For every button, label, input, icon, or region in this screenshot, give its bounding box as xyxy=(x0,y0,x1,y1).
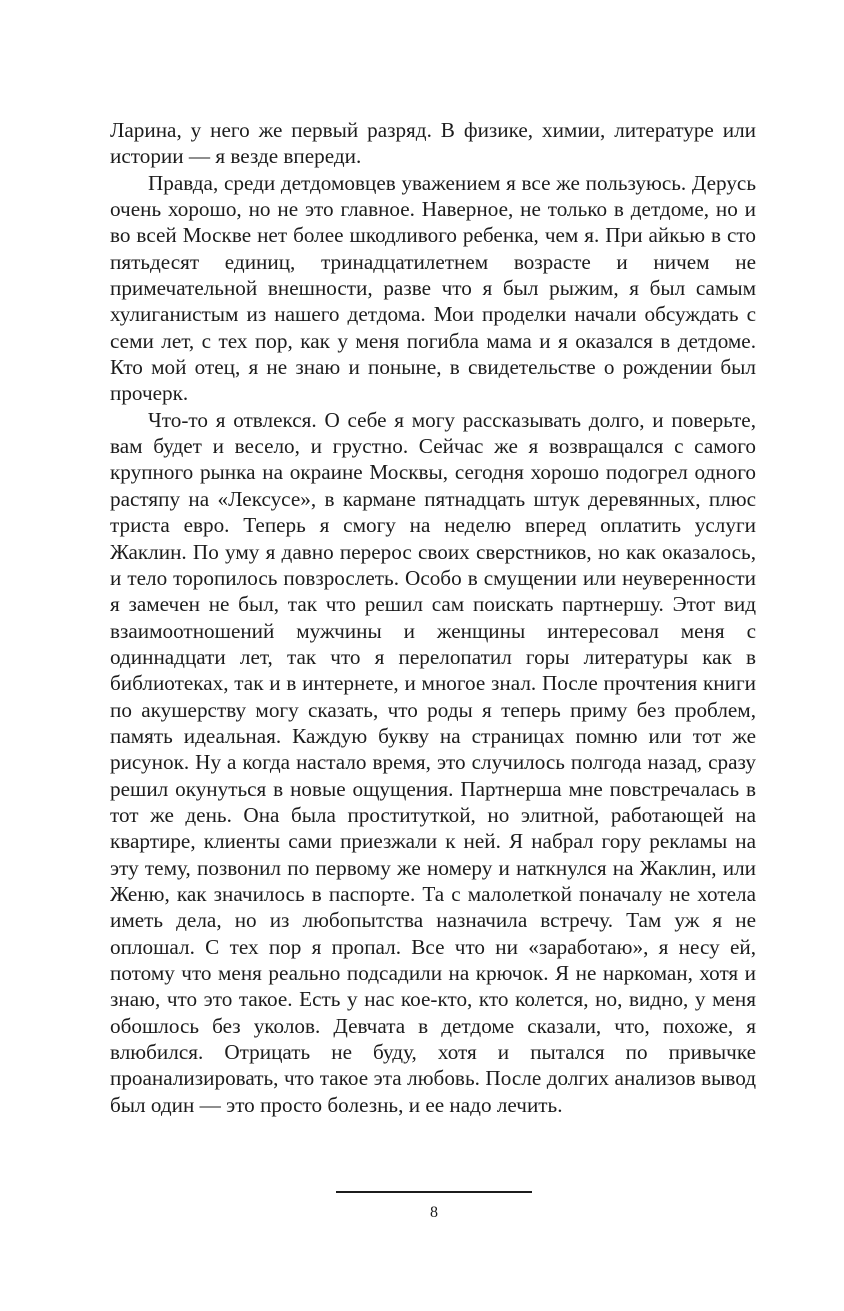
body-text xyxy=(110,117,756,1118)
page-number: 8 xyxy=(430,1204,438,1221)
paragraph-1: Ларина, у него же первый разряд. В физике, химии, литературе или истории — я везде впереди. xyxy=(110,118,756,169)
paragraph-2: Правда, среди детдомовцев уважением я все же пользуюсь. Дерусь очень хорошо, но не это главное. Наверное, не только в детдоме, но и во всей Москве нет более шкодливого ребенка, чем я. При айкью в сто пятьдесят единиц, тринадцатилетнем возрасте и ничем не примечательной внешности, разве что я был рыжим, я был самым хулиганистым из нашего детдома. Мои проделки начали обсуждать с семи лет, с тех пор, как у меня погибла мама и я оказался в детдоме. Кто мой отец, я не знаю и поныне, в свидетельстве о рождении был прочерк. xyxy=(110,170,756,406)
footer-rule xyxy=(336,1191,532,1193)
paragraph-3: Что-то я отвлекся. О себе я могу рассказывать долго, и поверьте, вам будет и весело, и грустно. Сейчас же я возвращался с самого крупного рынка на окраине Москвы, сегодня хорошо подогрел одного растяпу на «Лексусе», в кармане пятнадцать штук деревянных, плюс триста евро. Теперь я смогу на неделю вперед оплатить услуги Жаклин. По уму я давно перерос своих сверстников, но как оказалось, и тело торопилось повзрослеть. Особо в смущении или неуверенности я замечен не был, так что решил сам поискать партнершу. Этот вид взаимоотношений мужчины и женщины интересовал меня с одиннадцати лет, так что я перелопатил горы литературы как в библиотеках, так и в интернете, и многое знал. После прочтения книги по акушерству могу сказать, что роды я теперь приму без проблем, память идеальная. Каждую букву на страницах помню или тот же рисунок. Ну а когда настало время, это случилось полгода назад, сразу решил окунуться в новые ощущения. Партнерша мне повстречалась в тот же день. Она была проституткой, но элитной, работающей на квартире, клиенты сами приезжали к ней. Я набрал гору рекламы на эту тему, позвонил по первому же номеру и наткнулся на Жаклин, или Женю, как значилось в паспорте. Та с малолеткой поначалу не хотела иметь дела, но из любопытства назначила встречу. Там уж я не оплошал. С тех пор я пропал. Все что ни «заработаю», я несу ей, потому что меня реально подсадили на крючок. Я не наркоман, хотя и знаю, что это такое. Есть у нас кое-кто, кто колется, но, видно, у меня обошлось без уколов. Девчата в детдоме сказали, что, похоже, я влюбился. Отрицать не буду, хотя и пытался по привычке проанализировать, что такое эта любовь. После долгих анализов вывод был один — это просто болезнь, и ее надо лечить. xyxy=(110,407,756,1117)
